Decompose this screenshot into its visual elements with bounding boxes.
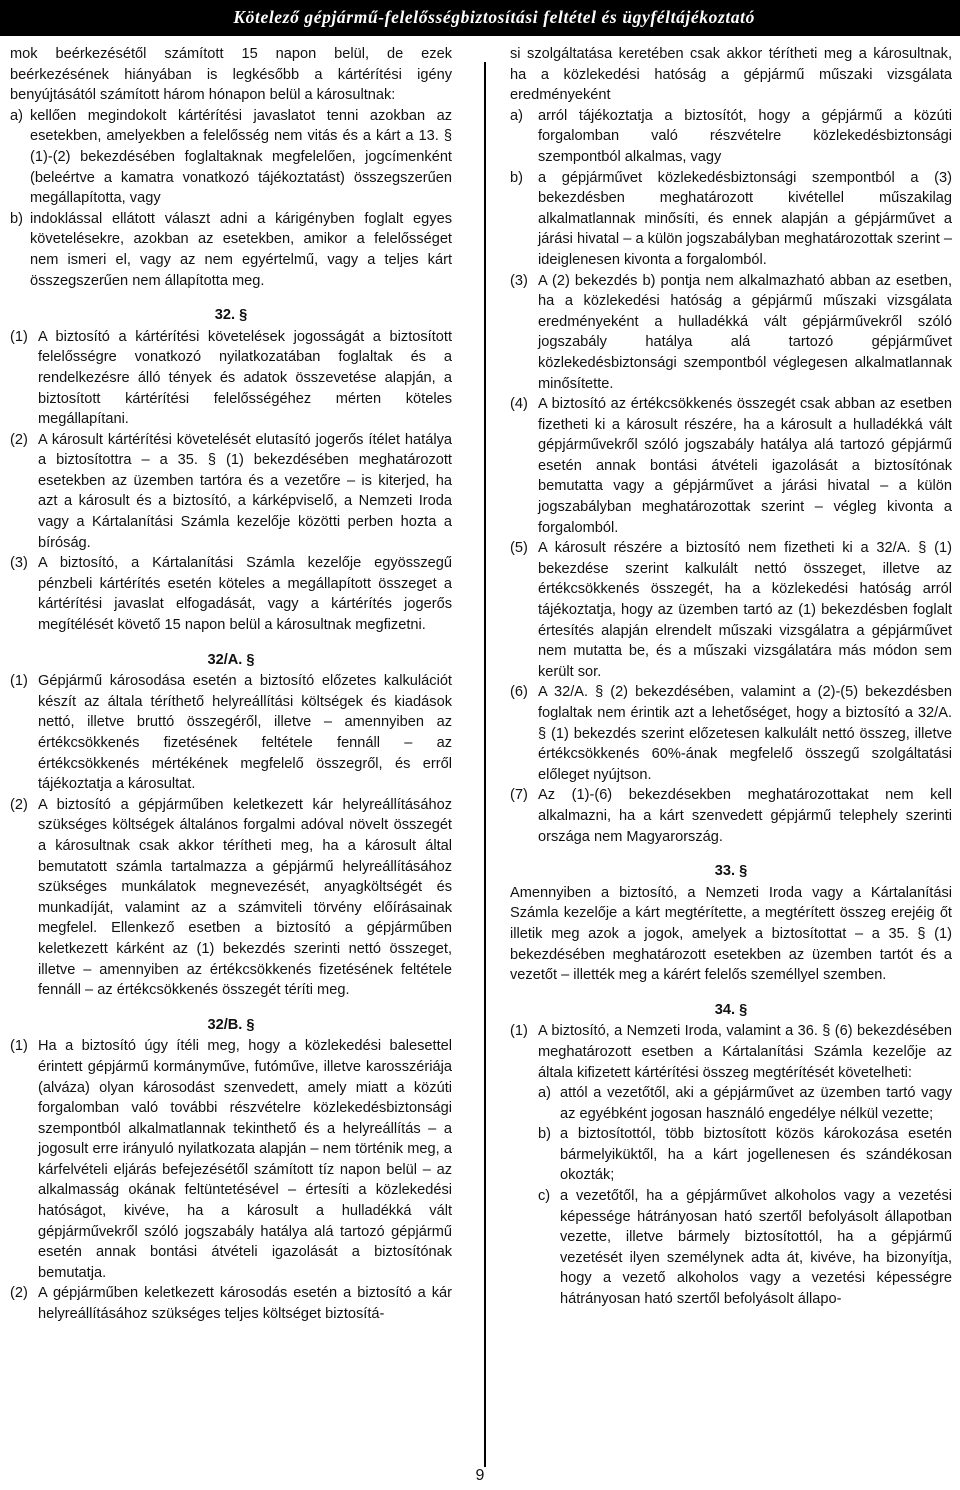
paragraph-number: (7) xyxy=(510,787,528,804)
paragraph-number: (1) xyxy=(10,673,28,690)
paragraph-item xyxy=(510,538,952,682)
item-text: a biztosítottól, több biztosított közös károkozása esetén bármelyiküktől, ha a kárt jogellenesen és szándékosan okozták; xyxy=(560,1126,952,1184)
paragraph-text: A biztosító az értékcsökkenés összegét csak abban az esetben fizetheti ki a károsult részére, ha a károsult a hulladékká vált gépjárművekről szóló jogszabály hatálya alá tartozó gépjármű esetén annak bontási átvételi igazolását a biztosítónak bemutatta vagy a gépjárművet a járási hivatal – a külön jogszabályban meghatározottak szerint – végleg kivonta a forgalomból. xyxy=(538,396,952,536)
paragraph-text: A 32/A. § (2) bekezdésében, valamint a (2)-(5) bekezdésben foglaltak nem érintik azt a lehetőséget, hogy a biztosító a 32/A. § (1) bekezdés szerint előzetesen kalkulált nettó összeg, illetve értékcsökkenés 60%-ának megfelelő összegű szolgáltatási előleget nyújtson. xyxy=(538,684,952,783)
item-label: a) xyxy=(10,107,23,124)
item-label: a) xyxy=(538,1085,551,1102)
paragraph-text: Gépjármű károsodása esetén a biztosító előzetes kalkulációt készít az általa téríthető helyreállítási költségek és kiadások nettó, illetve bruttó összegéről, illetve – amennyiben az értékcsökkenés fizetésének feltétele fennáll – az értékcsökkenés mértékének megfelelő összegről, és erről tájékoztatja a károsultat. xyxy=(38,673,452,793)
paragraph-item xyxy=(10,430,452,554)
section-heading-34: 34. § xyxy=(714,1001,748,1018)
section-heading-32: 32. § xyxy=(214,307,248,324)
section-heading-32b: 32/B. § xyxy=(207,1016,255,1033)
list-item xyxy=(510,168,952,271)
section-heading-33: 33. § xyxy=(714,863,748,880)
list-item xyxy=(510,106,952,168)
paragraph-item xyxy=(510,785,952,847)
page-number: 9 xyxy=(475,1467,485,1484)
paragraph-number: (4) xyxy=(510,396,528,413)
item-text: a gépjárművet közlekedésbiztonsági szempontból a (3) bekezdésben meghatározott kivétellel műszakilag alkalmatlannak minősíti, és ennek alapján a gépjárművet a járási hivatal – a külön jogszabályban meghatározottak szerint – ideiglenesen kivonta a forgalomból. xyxy=(538,169,952,268)
section-33-text: Amennyiben a biztosító, a Nemzeti Iroda vagy a Kártalanítási Számla kezelője a kárt megtérítette, a megtérített összeg erejéig őt illetik meg azok a jogok, amelyek a biztosítottat – a 35. § (1) bekezdésében meghatározott esetekben az üzemben tartót és a vezetőt – illették meg a kárért felelős személlyel szemben. xyxy=(510,884,952,984)
item-text: indoklással ellátott választ adni a kárigényben foglalt egyes követelésekre, azokban az esetekben, amikor a felelősséget nem ismeri el, vagy az nem egyértelmű, vagy a teljes kárt összegszerűen nem állapította meg. xyxy=(30,210,452,289)
paragraph-item xyxy=(10,1036,452,1283)
paragraph-item xyxy=(10,327,452,430)
list-item xyxy=(538,1124,952,1186)
list-item xyxy=(10,209,452,291)
paragraph-text: A biztosító a kártérítési követelések jogosságát a biztosított felelősségre vonatkozó nyilatkozatában foglaltak és a rendelkezésre álló tények és adatok összevetése alapján, a biztosított kártérítési felelősségéhez mérten köteles megállapítani. xyxy=(38,328,452,428)
list-item xyxy=(10,106,452,209)
paragraph-text: Ha a biztosító úgy ítéli meg, hogy a közlekedési balesettel érintett gépjármű kormányműve, futóműve, illetve karosszériája (alváza) olyan károsodást szenvedett, amely miatt a közúti forgalomban való további részvételre közlekedésbiztonsági szempontból alkalmatlannak tekinthető és a helyreállítás – a jogosult erre irányuló nyilatkozata alapján – nem történik meg, a kárfelvételi eljárás befejezésétől számított tíz napon belül – az alkalmasság okának feltüntetésével – értesíti a közlekedési hatóságot, kivéve, ha a károsult a hulladékká vált gépjárművekről szóló jogszabály hatálya alá tartozó gépjármű esetén annak bontási átvételi igazolását a biztosítónak bemutatja. xyxy=(38,1038,452,1281)
left-column xyxy=(10,44,452,1325)
item-label: a) xyxy=(510,107,523,124)
section-heading-32a: 32/A. § xyxy=(207,651,255,668)
paragraph-number: (2) xyxy=(10,796,28,813)
paragraph-text: A (2) bekezdés b) pontja nem alkalmazható abban az esetben, ha a közlekedési hatóság a gépjármű műszaki vizsgálata eredményeként a hulladékká vált gépjárművekről szóló jogszabály hatálya alá tartozó gépjárművet közlekedésbiztonsági szempontból véglegesen alkalmatlannak minősítette. xyxy=(538,272,952,392)
paragraph-text: A károsult kártérítési követelését elutasító jogerős ítélet hatálya a biztosítottra – a 35. § (1) bekezdésében meghatározott esetekben az üzemben tartóra és a vezetőre – is kiterjed, ha azt a károsult és a biztosító, a kárképviselő, a Nemzeti Iroda vagy a Kártalanítási Számla kezelője közötti perben hozta a bíróság. xyxy=(38,431,452,551)
continuation-paragraph: mok beérkezésétől számított 15 napon belül, de ezek beérkezésének hiányában is legkésőbb a kártérítési igény benyújtásától számított három hónapon belül a károsultnak: xyxy=(10,46,452,104)
list-item xyxy=(538,1186,952,1310)
paragraph-number: (3) xyxy=(10,555,28,572)
item-text: attól a vezetőtől, aki a gépjárművet az üzemben tartó vagy az egyébként jogosan használó engedélye nélkül vezette; xyxy=(560,1085,952,1122)
document-title: Kötelező gépjármű-felelősségbiztosítási feltétel és ügyféltájékoztató xyxy=(233,7,755,27)
item-text: a vezetőtől, ha a gépjárművet alkoholos vagy a vezetési képessége hátrányosan ható szertől befolyásolt állapotban vezette, illetve bármely biztosítottól, ha a gépjármű vezetését ilyen személynek adta át, kivéve, ha bizonyítja, hogy a vezető alkoholos vagy a vezetési képességre hátrányosan ható szertől befolyásolt állapo- xyxy=(560,1188,952,1308)
item-label: b) xyxy=(538,1126,551,1143)
paragraph-item xyxy=(10,795,452,1001)
paragraph-number: (1) xyxy=(510,1023,528,1040)
item-label: c) xyxy=(538,1188,551,1205)
paragraph-item xyxy=(510,271,952,395)
header-band xyxy=(0,0,960,36)
paragraph-number: (1) xyxy=(10,328,28,345)
item-text: arról tájékoztatja a biztosítót, hogy a gépjármű a közúti forgalomban való részvételre közlekedésbiztonsági szempontból alkalmas, vagy xyxy=(538,107,952,165)
paragraph-number: (5) xyxy=(510,540,528,557)
paragraph-text: A biztosító, a Nemzeti Iroda, valamint a 36. § (6) bekezdésében meghatározott esetben a Kártalanítási Számla kezelője az általa kifizetett kártérítési összeg megtérítését követelheti: xyxy=(538,1023,952,1081)
right-column xyxy=(510,44,952,1310)
paragraph-item xyxy=(10,553,452,635)
paragraph-item xyxy=(510,682,952,785)
column-divider xyxy=(484,62,486,1467)
list-item xyxy=(538,1083,952,1124)
paragraph-text: A biztosító, a Kártalanítási Számla kezelője egyösszegű pénzbeli kártérítés esetén köteles a megállapított összeget a kártérítési javaslat elfogadását, vagy a kártérítés jogerős megítélését követő 15 napon belül a károsultnak megfizetni. xyxy=(38,555,452,634)
paragraph-number: (6) xyxy=(510,684,528,701)
paragraph-text: Az (1)-(6) bekezdésekben meghatározottakat nem kell alkalmazni, ha a kárt szenvedett gépjármű telephely szerinti országa nem Magyarország. xyxy=(538,787,952,845)
paragraph-number: (2) xyxy=(10,431,28,448)
paragraph-number: (1) xyxy=(10,1038,28,1055)
item-label: b) xyxy=(10,210,23,227)
paragraph-number: (2) xyxy=(10,1285,28,1302)
item-text: kellően megindokolt kártérítési javaslatot tenni azokban az esetekben, amelyekben a felelősség nem vitás és a kárt a 13. § (1)-(2) bekezdésében foglaltaknak megfelelően, jogcímenként (beleértve a kamatra vonatkozó tájékoztatást) összegszerűen megállapította, vagy xyxy=(30,107,452,207)
paragraph-item xyxy=(510,394,952,538)
paragraph-number: (3) xyxy=(510,272,528,289)
paragraph-item xyxy=(10,1283,452,1324)
continuation-paragraph: si szolgáltatása keretében csak akkor térítheti meg a károsultnak, ha a közlekedési hatóság a gépjármű műszaki vizsgálata eredményeként xyxy=(510,46,952,104)
paragraph-item xyxy=(510,1021,952,1083)
paragraph-text: A károsult részére a biztosító nem fizetheti ki a 32/A. § (1) bekezdése szerint kalkulált nettó összeget, illetve az értékcsökkenés összegét, ha a közlekedési hatóság arról tájékoztatja, hogy az üzemben tartó az (1) bekezdésben foglalt értesítés alapján elrendelt műszaki vizsgálatra a gépjárművet nem mutatta be, és a műszaki vizsgálatára más módon sem került sor. xyxy=(538,540,952,680)
paragraph-item xyxy=(10,671,452,795)
paragraph-text: A gépjárműben keletkezett károsodás esetén a biztosító a kár helyreállításához szükséges teljes költséget biztosítá- xyxy=(38,1285,452,1323)
item-label: b) xyxy=(510,169,523,186)
paragraph-text: A biztosító a gépjárműben keletkezett kár helyreállításához szükséges költségek általános forgalmi adóval növelt összegét a károsultnak csak akkor térítheti meg, ha a károsult által bemutatott számla tartalmazza a gépjármű helyreállításához szükséges munkálatok megnevezését, anyagköltségét és munkadíját, valamint az a számviteli törvény előírásainak megfelel. Ellenkező esetben a biztosító a gépjárműben keletkezett kárként az (1) bekezdés szerinti nettó összeget, illetve – amennyiben az értékcsökkenés fizetésének feltétele fennáll – az értékcsökkenés összegét téríti meg. xyxy=(38,796,452,999)
